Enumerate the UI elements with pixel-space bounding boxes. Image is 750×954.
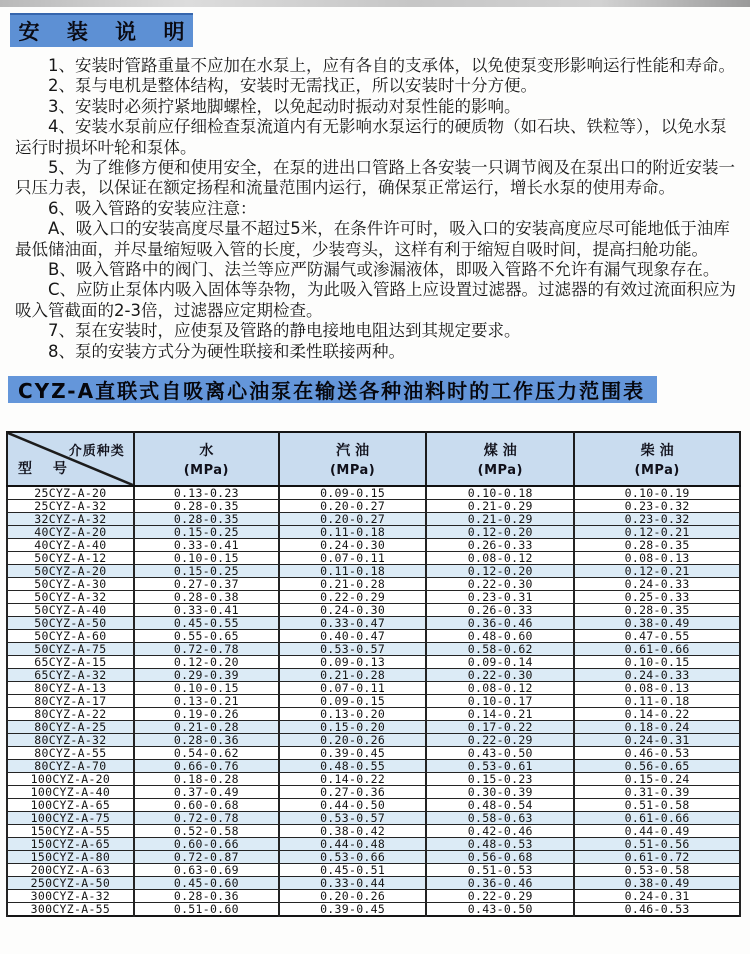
pressure-range-cell: 0.52-0.58	[134, 825, 279, 838]
table-row	[7, 565, 740, 578]
pressure-range-cell: 0.48-0.53	[426, 838, 574, 851]
pressure-range-cell: 0.19-0.26	[134, 708, 279, 721]
pressure-range-cell: 0.24-0.33	[574, 669, 740, 682]
table-row	[7, 513, 740, 526]
pressure-range-cell: 0.33-0.47	[279, 617, 426, 630]
pressure-range-cell: 0.36-0.46	[426, 877, 574, 890]
table-row	[7, 799, 740, 812]
pressure-range-cell: 0.43-0.50	[426, 747, 574, 760]
pressure-range-cell: 0.15-0.25	[134, 565, 279, 578]
pressure-range-cell: 0.24-0.30	[279, 539, 426, 552]
table-row	[7, 721, 740, 734]
pressure-range-cell: 0.72-0.87	[134, 851, 279, 864]
pressure-range-cell: 0.38-0.42	[279, 825, 426, 838]
pressure-range-cell: 0.26-0.33	[426, 539, 574, 552]
model-cell: 50CYZ-A-75	[7, 643, 134, 656]
pressure-table-header	[7, 432, 740, 486]
table-row	[7, 630, 740, 643]
pressure-range-cell: 0.44-0.49	[574, 825, 740, 838]
pressure-range-cell: 0.51-0.60	[134, 903, 279, 917]
pressure-range-cell: 0.28-0.36	[134, 734, 279, 747]
pressure-range-cell: 0.61-0.66	[574, 643, 740, 656]
pressure-range-cell: 0.13-0.23	[134, 486, 279, 500]
instruction-paragraph: C、应防止泵体内吸入固体等杂物，为此吸入管路上应设置过滤器。过滤器的有效过流面积应为吸入管截面的2-3倍，过滤器应定期检查。	[15, 280, 737, 320]
pressure-range-cell: 0.61-0.66	[574, 812, 740, 825]
pressure-range-cell: 0.12-0.21	[574, 565, 740, 578]
model-cell: 250CYZ-A-50	[7, 877, 134, 890]
pressure-range-cell: 0.55-0.65	[134, 630, 279, 643]
col-header-kerosene: 煤油 (MPa)	[426, 432, 574, 486]
table-row	[7, 486, 740, 500]
pressure-range-cell: 0.31-0.39	[574, 786, 740, 799]
table-row	[7, 526, 740, 539]
pressure-range-cell: 0.20-0.27	[279, 513, 426, 526]
pressure-range-cell: 0.09-0.13	[279, 656, 426, 669]
pressure-range-cell: 0.63-0.69	[134, 864, 279, 877]
instruction-paragraph: A、吸入口的安装高度尽量不超过5米，在条件许可时，吸入口的安装高度应尽可能地低于油库最低储油面，并尽量缩短吸入管的长度，少装弯头，这样有利于缩短自吸时间，提高扫舱功能。	[15, 219, 730, 259]
pressure-range-cell: 0.14-0.21	[426, 708, 574, 721]
pressure-range-cell: 0.21-0.29	[426, 500, 574, 513]
pressure-range-cell: 0.45-0.60	[134, 877, 279, 890]
model-cell: 25CYZ-A-20	[7, 486, 134, 500]
table-row	[7, 682, 740, 695]
pressure-range-cell: 0.44-0.50	[279, 799, 426, 812]
pressure-range-cell: 0.28-0.38	[134, 591, 279, 604]
model-cell: 50CYZ-A-50	[7, 617, 134, 630]
pressure-range-cell: 0.24-0.33	[574, 578, 740, 591]
pressure-range-cell: 0.08-0.13	[574, 552, 740, 565]
pressure-range-cell: 0.53-0.61	[426, 760, 574, 773]
corner-label-media-type: 介质种类	[68, 444, 125, 459]
pressure-range-cell: 0.25-0.33	[574, 591, 740, 604]
instruction-paragraph: 3、安装时必须拧紧地脚螺栓，以免起动时振动对泵性能的影响。	[48, 96, 521, 116]
table-row	[7, 864, 740, 877]
pressure-range-cell: 0.29-0.39	[134, 669, 279, 682]
pressure-range-cell: 0.72-0.78	[134, 643, 279, 656]
model-cell: 80CYZ-A-22	[7, 708, 134, 721]
instruction-paragraph: 2、泵与电机是整体结构，安装时无需找正，所以安装时十分方便。	[48, 76, 537, 96]
model-cell: 50CYZ-A-20	[7, 565, 134, 578]
unit-label: (MPa)	[634, 463, 680, 478]
model-cell: 100CYZ-A-75	[7, 812, 134, 825]
pressure-range-cell: 0.21-0.28	[134, 721, 279, 734]
instruction-paragraph: 7、泵在安装时，应使泵及管路的静电接地电阻达到其规定要求。	[48, 321, 521, 341]
installation-title: 安 装 说 明	[18, 20, 195, 44]
pressure-range-cell: 0.24-0.31	[574, 734, 740, 747]
pressure-range-cell: 0.46-0.53	[574, 747, 740, 760]
pressure-range-cell: 0.10-0.19	[574, 486, 740, 500]
pressure-range-cell: 0.33-0.41	[134, 539, 279, 552]
instruction-paragraph: 5、为了维修方便和使用安全，在泵的进出口管路上各安装一只调节阀及在泵出口的附近安装一只压力表，以保证在额定扬程和流量范围内运行，确保泵正常运行，增长水泵的使用寿命。	[15, 158, 735, 198]
pressure-range-cell: 0.10-0.15	[574, 656, 740, 669]
table-row	[7, 825, 740, 838]
pressure-range-cell: 0.28-0.35	[134, 513, 279, 526]
model-cell: 150CYZ-A-55	[7, 825, 134, 838]
model-cell: 32CYZ-A-32	[7, 513, 134, 526]
model-cell: 50CYZ-A-12	[7, 552, 134, 565]
pressure-range-cell: 0.23-0.32	[574, 500, 740, 513]
pressure-table-body	[7, 486, 740, 916]
pressure-range-cell: 0.45-0.51	[279, 864, 426, 877]
model-cell: 150CYZ-A-80	[7, 851, 134, 864]
pressure-range-cell: 0.09-0.14	[426, 656, 574, 669]
pressure-range-cell: 0.21-0.28	[279, 578, 426, 591]
pressure-range-cell: 0.44-0.48	[279, 838, 426, 851]
pressure-range-cell: 0.54-0.62	[134, 747, 279, 760]
model-cell: 100CYZ-A-20	[7, 773, 134, 786]
pressure-range-cell: 0.20-0.27	[279, 500, 426, 513]
pressure-range-cell: 0.15-0.20	[279, 721, 426, 734]
model-cell: 50CYZ-A-30	[7, 578, 134, 591]
model-cell: 50CYZ-A-32	[7, 591, 134, 604]
pressure-range-cell: 0.17-0.22	[426, 721, 574, 734]
installation-title-box	[10, 13, 193, 47]
col-header-water: 水 (MPa)	[134, 432, 279, 486]
pressure-table	[6, 431, 741, 917]
installation-instructions	[15, 56, 737, 362]
pressure-range-cell: 0.28-0.36	[134, 890, 279, 903]
pressure-range-cell: 0.18-0.24	[574, 721, 740, 734]
table-row	[7, 812, 740, 825]
table-row	[7, 500, 740, 513]
table-row	[7, 669, 740, 682]
pressure-range-cell: 0.15-0.24	[574, 773, 740, 786]
model-cell: 50CYZ-A-40	[7, 604, 134, 617]
instruction-paragraph: 6、吸入管路的安装应注意：	[48, 198, 257, 218]
pressure-range-cell: 0.23-0.31	[426, 591, 574, 604]
pressure-range-cell: 0.22-0.29	[279, 591, 426, 604]
pressure-range-cell: 0.72-0.78	[134, 812, 279, 825]
pressure-range-cell: 0.48-0.60	[426, 630, 574, 643]
pressure-range-cell: 0.12-0.21	[574, 526, 740, 539]
instruction-paragraph: 8、泵的安装方式分为硬性联接和柔性联接两种。	[48, 341, 405, 361]
table-row	[7, 747, 740, 760]
pressure-range-cell: 0.28-0.35	[574, 539, 740, 552]
pressure-range-cell: 0.22-0.29	[426, 890, 574, 903]
pressure-range-cell: 0.60-0.68	[134, 799, 279, 812]
pressure-range-cell: 0.10-0.17	[426, 695, 574, 708]
model-cell: 100CYZ-A-65	[7, 799, 134, 812]
unit-label: (MPa)	[477, 463, 523, 478]
pressure-range-cell: 0.56-0.65	[574, 760, 740, 773]
pressure-range-cell: 0.28-0.35	[574, 604, 740, 617]
pressure-range-cell: 0.42-0.46	[426, 825, 574, 838]
pressure-range-cell: 0.14-0.22	[574, 708, 740, 721]
table-row	[7, 552, 740, 565]
pressure-range-cell: 0.38-0.49	[574, 877, 740, 890]
pressure-range-cell: 0.30-0.39	[426, 786, 574, 799]
pressure-range-cell: 0.22-0.29	[426, 734, 574, 747]
model-cell: 100CYZ-A-40	[7, 786, 134, 799]
pressure-range-cell: 0.33-0.44	[279, 877, 426, 890]
pressure-range-cell: 0.53-0.57	[279, 812, 426, 825]
table-row	[7, 760, 740, 773]
pressure-range-cell: 0.53-0.57	[279, 643, 426, 656]
table-row	[7, 578, 740, 591]
unit-label: (MPa)	[183, 463, 229, 478]
pressure-range-cell: 0.21-0.28	[279, 669, 426, 682]
table-row	[7, 903, 740, 917]
pressure-range-cell: 0.09-0.15	[279, 486, 426, 500]
pressure-range-cell: 0.11-0.18	[279, 565, 426, 578]
pressure-range-cell: 0.43-0.50	[426, 903, 574, 917]
model-cell: 65CYZ-A-32	[7, 669, 134, 682]
pressure-range-cell: 0.60-0.66	[134, 838, 279, 851]
table-row	[7, 838, 740, 851]
pressure-range-cell: 0.11-0.18	[279, 526, 426, 539]
model-cell: 25CYZ-A-32	[7, 500, 134, 513]
model-cell: 65CYZ-A-15	[7, 656, 134, 669]
pressure-range-cell: 0.66-0.76	[134, 760, 279, 773]
pressure-range-cell: 0.09-0.15	[279, 695, 426, 708]
pressure-range-cell: 0.12-0.20	[426, 565, 574, 578]
corner-header-cell	[7, 432, 134, 486]
pressure-range-cell: 0.12-0.20	[426, 526, 574, 539]
pressure-range-cell: 0.13-0.21	[134, 695, 279, 708]
pressure-range-cell: 0.53-0.66	[279, 851, 426, 864]
pressure-range-cell: 0.61-0.72	[574, 851, 740, 864]
pressure-range-cell: 0.27-0.36	[279, 786, 426, 799]
pressure-range-cell: 0.51-0.53	[426, 864, 574, 877]
corner-label-model: 型 号	[18, 461, 75, 477]
table-row	[7, 643, 740, 656]
pressure-range-cell: 0.22-0.30	[426, 669, 574, 682]
pressure-range-cell: 0.51-0.58	[574, 799, 740, 812]
instruction-paragraph: 4、安装水泵前应仔细检查泵流道内有无影响水泵运行的硬质物（如石块、铁粒等），以免水泵运行时损坏叶轮和泵体。	[15, 117, 727, 157]
model-cell: 80CYZ-A-70	[7, 760, 134, 773]
pressure-range-cell: 0.14-0.22	[279, 773, 426, 786]
pressure-range-cell: 0.37-0.49	[134, 786, 279, 799]
model-cell: 80CYZ-A-17	[7, 695, 134, 708]
pressure-range-cell: 0.48-0.54	[426, 799, 574, 812]
pressure-range-cell: 0.07-0.11	[279, 552, 426, 565]
pressure-range-cell: 0.38-0.49	[574, 617, 740, 630]
pressure-range-cell: 0.21-0.29	[426, 513, 574, 526]
table-row	[7, 773, 740, 786]
pressure-range-cell: 0.15-0.25	[134, 526, 279, 539]
pressure-range-cell: 0.07-0.11	[279, 682, 426, 695]
pressure-range-cell: 0.08-0.12	[426, 552, 574, 565]
pressure-range-cell: 0.40-0.47	[279, 630, 426, 643]
pressure-range-cell: 0.24-0.31	[574, 890, 740, 903]
table-row	[7, 695, 740, 708]
scanner-edge-artifact	[0, 0, 750, 7]
pressure-range-cell: 0.48-0.55	[279, 760, 426, 773]
model-cell: 50CYZ-A-60	[7, 630, 134, 643]
model-cell: 40CYZ-A-40	[7, 539, 134, 552]
pressure-range-cell: 0.47-0.55	[574, 630, 740, 643]
table-row	[7, 877, 740, 890]
pressure-range-cell: 0.10-0.18	[426, 486, 574, 500]
model-cell: 80CYZ-A-32	[7, 734, 134, 747]
pressure-range-cell: 0.10-0.15	[134, 682, 279, 695]
pressure-range-cell: 0.53-0.58	[574, 864, 740, 877]
pressure-range-cell: 0.26-0.33	[426, 604, 574, 617]
model-cell: 150CYZ-A-65	[7, 838, 134, 851]
pressure-range-cell: 0.58-0.63	[426, 812, 574, 825]
pressure-range-cell: 0.33-0.41	[134, 604, 279, 617]
pressure-range-cell: 0.18-0.28	[134, 773, 279, 786]
table-row	[7, 539, 740, 552]
pressure-range-cell: 0.20-0.26	[279, 890, 426, 903]
model-cell: 80CYZ-A-13	[7, 682, 134, 695]
instruction-paragraph: 1、安装时管路重量不应加在水泵上，应有各自的支承体，以免使泵变形影响运行性能和寿命。	[48, 56, 735, 75]
col-header-diesel: 柴油 (MPa)	[574, 432, 740, 486]
table-row	[7, 890, 740, 903]
table-row	[7, 591, 740, 604]
model-cell: 80CYZ-A-25	[7, 721, 134, 734]
pressure-range-cell: 0.13-0.20	[279, 708, 426, 721]
pressure-range-cell: 0.23-0.32	[574, 513, 740, 526]
pressure-range-cell: 0.46-0.53	[574, 903, 740, 917]
table-row	[7, 604, 740, 617]
pressure-range-cell: 0.58-0.62	[426, 643, 574, 656]
instruction-paragraph: B、吸入管路中的阀门、法兰等应严防漏气或渗漏液体，即吸入管路不允许有漏气现象存在。	[48, 260, 720, 280]
pressure-range-cell: 0.56-0.68	[426, 851, 574, 864]
table-row	[7, 786, 740, 799]
model-cell: 80CYZ-A-55	[7, 747, 134, 760]
pressure-range-cell: 0.39-0.45	[279, 747, 426, 760]
pressure-range-cell: 0.51-0.56	[574, 838, 740, 851]
pressure-range-cell: 0.15-0.23	[426, 773, 574, 786]
pressure-range-cell: 0.28-0.35	[134, 500, 279, 513]
pressure-range-cell: 0.08-0.13	[574, 682, 740, 695]
model-cell: 40CYZ-A-20	[7, 526, 134, 539]
pressure-range-cell: 0.27-0.37	[134, 578, 279, 591]
pressure-range-cell: 0.12-0.20	[134, 656, 279, 669]
model-cell: 300CYZ-A-32	[7, 890, 134, 903]
unit-label: (MPa)	[329, 463, 376, 478]
pressure-range-cell: 0.10-0.15	[134, 552, 279, 565]
model-cell: 200CYZ-A-63	[7, 864, 134, 877]
table-row	[7, 656, 740, 669]
model-cell: 300CYZ-A-55	[7, 903, 134, 917]
pressure-range-cell: 0.45-0.55	[134, 617, 279, 630]
pressure-range-cell: 0.36-0.46	[426, 617, 574, 630]
table-row	[7, 708, 740, 721]
pressure-range-cell: 0.22-0.30	[426, 578, 574, 591]
pressure-range-cell: 0.08-0.12	[426, 682, 574, 695]
pressure-range-cell: 0.11-0.18	[574, 695, 740, 708]
table-row	[7, 617, 740, 630]
pressure-table-title-banner	[8, 376, 657, 403]
pressure-range-cell: 0.39-0.45	[279, 903, 426, 917]
pressure-range-cell: 0.20-0.26	[279, 734, 426, 747]
table-row	[7, 851, 740, 864]
pressure-range-cell: 0.24-0.30	[279, 604, 426, 617]
pressure-table-title: CYZ-A直联式自吸离心油泵在输送各种油料时的工作压力范围表	[18, 379, 646, 403]
table-row	[7, 734, 740, 747]
col-header-gasoline: 汽油 (MPa)	[279, 432, 426, 486]
